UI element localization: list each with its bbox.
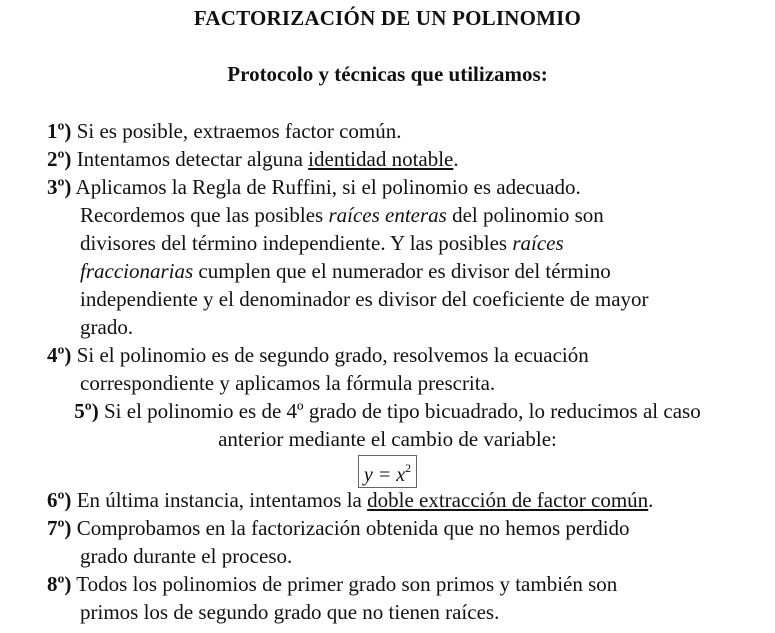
step-7-line-2: grado durante el proceso. bbox=[80, 544, 293, 568]
step-5-number: 5º) bbox=[74, 399, 99, 423]
step-7 bbox=[47, 514, 630, 570]
step-3-line-4-b: cumplen que el numerador es divisor del término bbox=[193, 259, 611, 283]
formula-exponent: 2 bbox=[405, 461, 412, 475]
step-3-line-2-b: del polinomio son bbox=[446, 203, 604, 227]
step-3-line-2-a: Recordemos que las posibles bbox=[80, 203, 329, 227]
page-subtitle: Protocolo y técnicas que utilizamos: bbox=[227, 62, 548, 86]
step-1 bbox=[47, 117, 402, 145]
formula-base: y = x bbox=[363, 464, 406, 486]
step-7-line-1: Comprobamos en la factorización obtenida que no hemos perdido bbox=[71, 516, 630, 540]
step-4 bbox=[47, 341, 589, 397]
step-3-line-4 bbox=[47, 257, 649, 285]
step-3-line-1: Aplicamos la Regla de Ruffini, si el polinomio es adecuado. bbox=[71, 175, 581, 199]
step-6-text: En última instancia, intentamos la bbox=[71, 488, 368, 512]
step-2-end: . bbox=[453, 147, 459, 171]
identidad-notable-link[interactable]: identidad notable bbox=[308, 147, 454, 171]
step-8 bbox=[47, 570, 617, 626]
variable-change-formula bbox=[358, 455, 417, 488]
step-2 bbox=[47, 145, 459, 173]
step-7-number: 7º) bbox=[47, 516, 72, 540]
step-2-text: Intentamos detectar alguna bbox=[71, 147, 309, 171]
step-8-number: 8º) bbox=[47, 572, 72, 596]
step-1-number: 1º) bbox=[47, 119, 72, 143]
formula-container bbox=[0, 455, 775, 488]
step-4-line-1: Si el polinomio es de segundo grado, resolvemos la ecuación bbox=[71, 343, 589, 367]
step-3-number: 3º) bbox=[47, 175, 72, 199]
step-3-line-6: grado. bbox=[80, 315, 134, 339]
step-8-line-1: Todos los polinomios de primer grado son primos y también son bbox=[71, 572, 618, 596]
step-4-line-2: correspondiente y aplicamos la fórmula prescrita. bbox=[80, 371, 496, 395]
step-8-line-2: primos los de segundo grado que no tienen raíces. bbox=[80, 600, 500, 624]
step-3-line-5: independiente y el denominador es divisor del coeficiente de mayor bbox=[80, 287, 649, 311]
step-5-line-2: anterior mediante el cambio de variable: bbox=[218, 427, 557, 451]
raices-enteras-term: raíces enteras bbox=[328, 203, 447, 227]
step-6-number: 6º) bbox=[47, 488, 72, 512]
step-3-line-3-a: divisores del término independiente. Y las posibles bbox=[80, 231, 513, 255]
step-2-number: 2º) bbox=[47, 147, 72, 171]
step-4-number: 4º) bbox=[47, 343, 72, 367]
step-3-line-2 bbox=[47, 201, 649, 229]
doble-extraccion-link[interactable]: doble extracción de factor común bbox=[367, 488, 649, 512]
step-6-end: . bbox=[648, 488, 654, 512]
fraccionarias-term: fraccionarias bbox=[80, 259, 194, 283]
step-5 bbox=[0, 397, 775, 453]
step-3 bbox=[47, 173, 649, 341]
page-title: FACTORIZACIÓN DE UN POLINOMIO bbox=[193, 6, 582, 30]
step-1-text: Si es posible, extraemos factor común. bbox=[71, 119, 402, 143]
step-3-line-3 bbox=[47, 229, 649, 257]
step-5-line-1: Si el polinomio es de 4º grado de tipo bicuadrado, lo reducimos al caso bbox=[98, 399, 701, 423]
raices-term: raíces bbox=[512, 231, 564, 255]
step-6 bbox=[47, 486, 653, 514]
